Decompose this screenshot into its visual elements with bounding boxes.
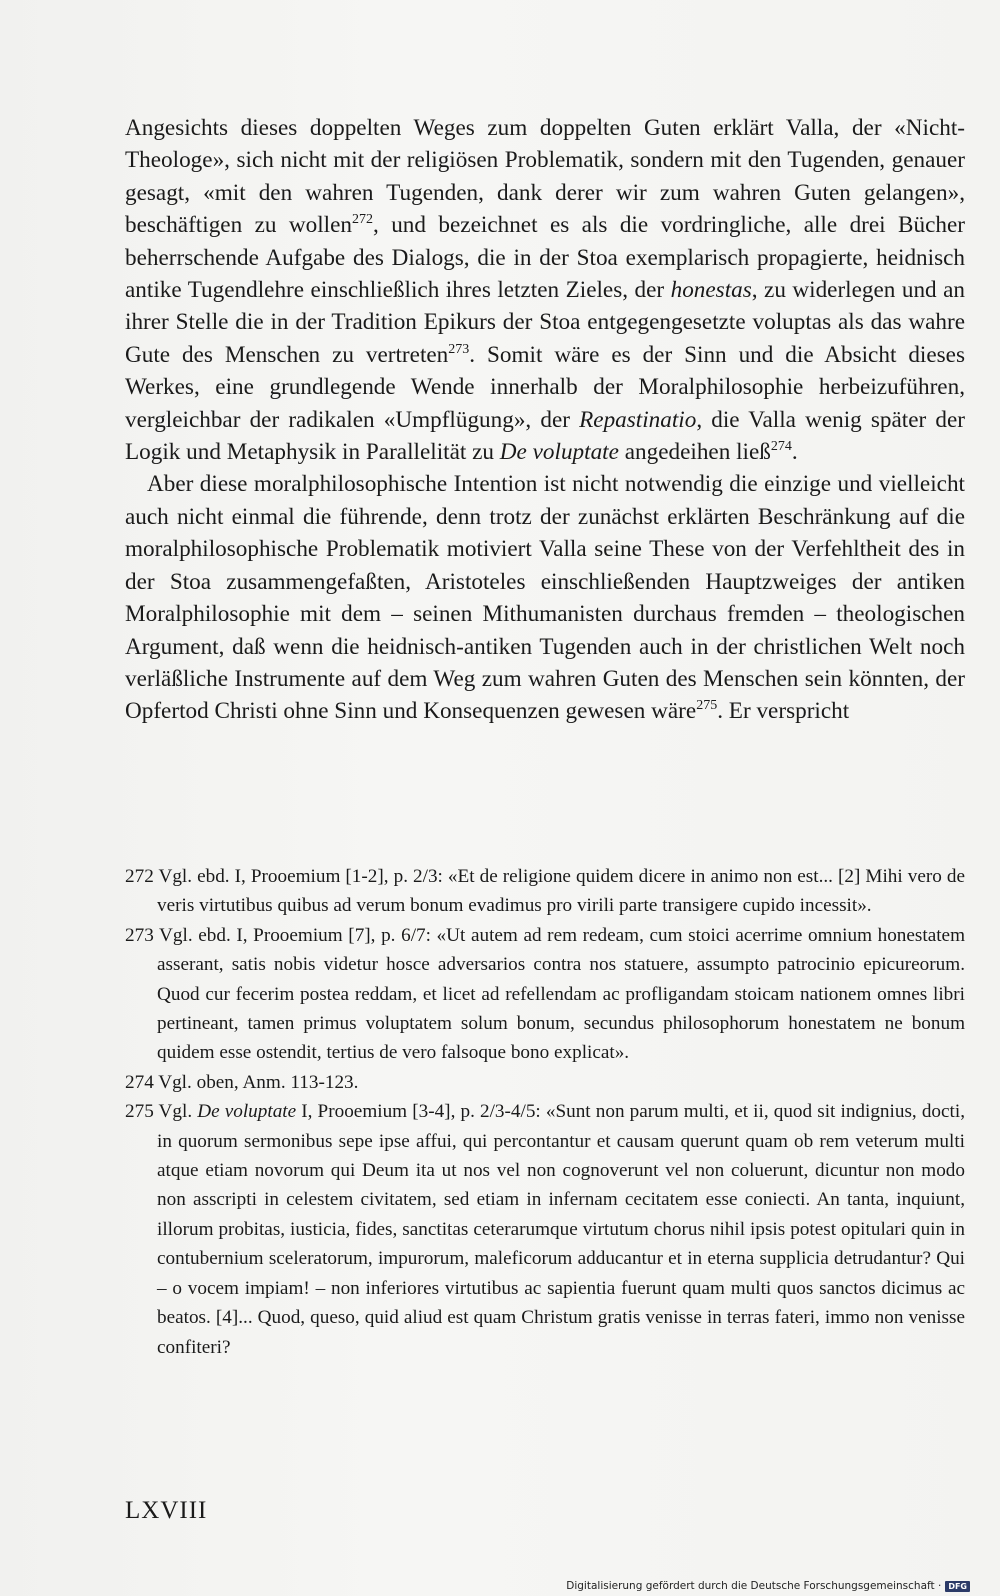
text-run: . xyxy=(791,439,798,466)
dfg-logo: DFG xyxy=(945,1581,970,1592)
digitization-credit xyxy=(566,1580,970,1592)
credit-text: Digitalisierung gefördert durch die Deutsche Forschungsgemeinschaft · xyxy=(566,1580,942,1592)
main-text xyxy=(125,112,965,728)
footnote-ref-273[interactable]: 273 xyxy=(448,341,470,357)
italic-term: honestas xyxy=(670,277,752,304)
text-run: Angesichts dieses doppelten Weges zum doppelten Guten erklärt Valla, der «Nicht-Theologe», sich nicht mit der religiösen Problematik, sondern mit den Tugenden, genauer gesagt, «mit den wahren Tugenden, dank derer wir zum wahren Guten gelangen», beschäftigen zu wollen xyxy=(125,115,965,239)
footnote-ref-275[interactable]: 275 xyxy=(696,698,718,714)
italic-title: De voluptate xyxy=(499,439,619,466)
text-run: angedeihen ließ xyxy=(618,439,771,466)
text-run: 275 Vgl. xyxy=(125,1101,198,1123)
text-run: . Er verspricht xyxy=(717,698,850,725)
footnotes xyxy=(125,862,965,1362)
page-number: LXVIII xyxy=(125,1497,208,1524)
italic-title: De voluptate xyxy=(197,1101,297,1123)
footnote-273: 273 Vgl. ebd. I, Prooemium [7], p. 6/7: «Ut autem ad rem redeam, cum stoici acerrime omnium honestatem asserant, satis nobis videtur hosce adversarios contra nos statuere, assumpto patrocinio epicureorum. Quod cur fecerim postea reddam, et licet ad refellendam ac profligandam stoicam nationem omnes libri pertineant, tamen primus voluptatem solum bonum, secundus philosophorum honestatem ne bonum quidem esse ostendit, tertius de vero falsoque bono explicat». xyxy=(125,924,965,1064)
text-run: I, Prooemium [3-4], p. 2/3-4/5: «Sunt non parum multi, et ii, quod sit indignius, docti, in quorum sermonibus sepe ipse affui, qui percontantur et causam querunt quam ob rem veterum multi atque etiam novorum qui Deum ita ut nos vel non cognoverunt vel non coluerunt, dicuntur non modo non asscripti in celestem civitatem, sed etiam in infernam cecitatem esse coniecti. An tanta, inquiunt, illorum probitas, iusticia, fides, sanctitas ceterarumque virtutum chorus nihil ipsis potest opitulari quin in contubernium sceleratorum, impurorum, maleficorum adducantur et in eterna supplicia detrudantur? Qui – o vocem impiam! – non inferiores virtutibus ac sapientia fuerunt quam multi quos sanctos dicimus ac beatos. [4]... Quod, queso, quid aliud est quam Christum gratis venisse in terras fateri, immo non venisse confiteri? xyxy=(157,1101,965,1358)
text-run: Aber diese moralphilosophische Intention ist nicht notwendig die einzige und vielleicht auch nicht einmal die führende, denn trotz der zunächst erklärten Beschränkung auf die moralphilosophische Problematik motiviert Valla seine These von der Verfehltheit des in der Stoa zusammengefaßten, Aristoteles einschließenden Hauptzweiges der antiken Moralphilosophie mit dem – seinen Mithumanisten durchaus fremden – theologischen Argument, daß wenn die heidnisch-antiken Tugenden auch in der christlichen Welt noch verläßliche Instrumente auf dem Weg zum wahren Guten des Menschen sein könnten, der Opfertod Christi ohne Sinn und Konsequenzen gewesen wäre xyxy=(125,471,965,725)
paragraph-2 xyxy=(125,468,965,727)
paragraph-1 xyxy=(125,112,965,468)
footnote-ref-274[interactable]: 274 xyxy=(770,439,792,455)
footnote-275 xyxy=(125,1097,965,1362)
footnote-274: 274 Vgl. oben, Anm. 113-123. xyxy=(125,1071,359,1093)
text-run: , und bezeichnet es als die vordringliche, alle drei Bücher beherrschende Aufgabe des Dialogs, die in der Stoa exemplarisch propagierte, heidnisch antike Tugendlehre einschließlich ihres letzten Zieles, der xyxy=(125,212,965,304)
text-run: , die Valla wenig später der Logik und Metaphysik in Parallelität zu xyxy=(125,406,965,466)
text-run: . Somit wäre es der Sinn und die Absicht dieses Werkes, eine grundlegende Wende innerhalb der Moralphilosophie herbeizuführen, vergleichbar der radikalen «Umpflügung», der xyxy=(125,341,965,433)
text-run: , zu widerlegen und an ihrer Stelle die in der Tradition Epikurs der Stoa entgegengesetzte voluptas als das wahre Gute des Menschen zu vertreten xyxy=(125,277,966,368)
footnote-ref-272[interactable]: 272 xyxy=(352,212,373,228)
footnote-272: 272 Vgl. ebd. I, Prooemium [1-2], p. 2/3: «Et de religione quidem dicere in animo non est... [2] Mihi vero de veris virtutibus quibus ad verum bonum evadimus pro virili parte transigere cupido incessit». xyxy=(125,866,965,917)
italic-term: Repastinatio xyxy=(579,406,697,433)
